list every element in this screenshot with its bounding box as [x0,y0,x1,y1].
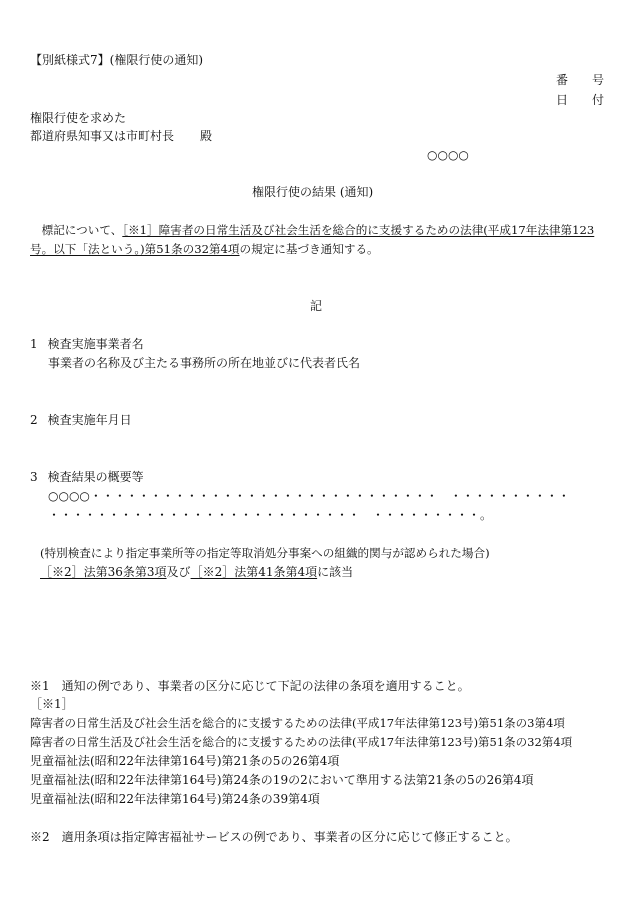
addressee-title: 都道府県知事又は市町村長 [30,129,175,143]
special-law-line [40,564,353,580]
document-title: 権限行使の結果 (通知) [252,185,374,199]
note-2: ※2 適用条項は指定障害福祉サービスの例であり、事業者の区分に応じて修正すること。 [30,830,518,844]
law-list-item: 障害者の日常生活及び社会生活を総合的に支援するための法律(平成17年法律第123号)第51条の3第4項 [30,716,565,730]
law-list-item: 児童福祉法(昭和22年法律第164号)第21条の5の26第4項 [30,754,340,768]
body-law-reference-cont: 号。以下「法という。)第51条の32第4項 [30,242,240,256]
addressee-line2 [30,128,212,144]
form-label: 【別紙様式7】(権限行使の通知) [30,53,203,67]
ki-heading: 記 [310,299,323,313]
item-1 [30,336,144,352]
sender-name: ○○○○ [427,148,469,162]
body-line-2 [30,241,379,257]
item-number: 2 [30,413,38,427]
note-1-heading: ※1 通知の例であり、事業者の区分に応じて下記の法律の条項を適用すること。 [30,679,470,693]
body-line-1 [30,222,594,238]
item-label: 検査実施事業者名 [47,337,144,351]
item-3 [30,469,144,485]
addressee-honorific: 殿 [200,129,213,143]
item-label: 検査実施年月日 [47,413,132,427]
law-list-item: 児童福祉法(昭和22年法律第164号)第24条の39第4項 [30,792,320,806]
item-number: 3 [30,470,38,484]
document-date-label: 日 付 [556,93,605,107]
item-1-detail: 事業者の名称及び主たる事務所の所在地並びに代表者氏名 [48,356,361,370]
special-condition: (特別検査により指定事業所等の指定等取消処分事案への組織的関与が認められた場合) [40,546,490,560]
item-3-summary-line1: ○○○○・・・・・・・・・・・・・・・・・・・・・・・・・・・・・ ・・・・・・・・・・ [48,489,570,503]
document-number-label: 番 号 [556,73,605,87]
law-list-item: 障害者の日常生活及び社会生活を総合的に支援するための法律(平成17年法律第123号)第51条の32第4項 [30,735,573,749]
body-closing: の規定に基づき通知する。 [239,242,379,256]
special-joiner: 及び [166,565,191,579]
body-law-reference: ［※1］障害者の日常生活及び社会生活を総合的に支援するための法律(平成17年法律第123 [122,223,595,237]
addressee-line1: 権限行使を求めた [30,111,127,125]
special-law-b: ［※2］法第41条第4項 [190,565,318,579]
item-label: 検査結果の概要等 [47,470,144,484]
note-1-sub: ［※1］ [30,697,74,711]
special-law-a: ［※2］法第36条第3項 [40,565,167,579]
item-2 [30,412,132,428]
item-3-summary-line2: ・・・・・・・・・・・・・・・・・・・・・・・・・・ ・・・・・・・・・。 [48,508,493,522]
item-number: 1 [30,337,38,351]
special-suffix: に該当 [317,565,354,579]
body-intro: 標記について、 [30,223,123,237]
law-list-item: 児童福祉法(昭和22年法律第164号)第24条の19の2において準用する法第21条の5の26第4項 [30,773,534,787]
